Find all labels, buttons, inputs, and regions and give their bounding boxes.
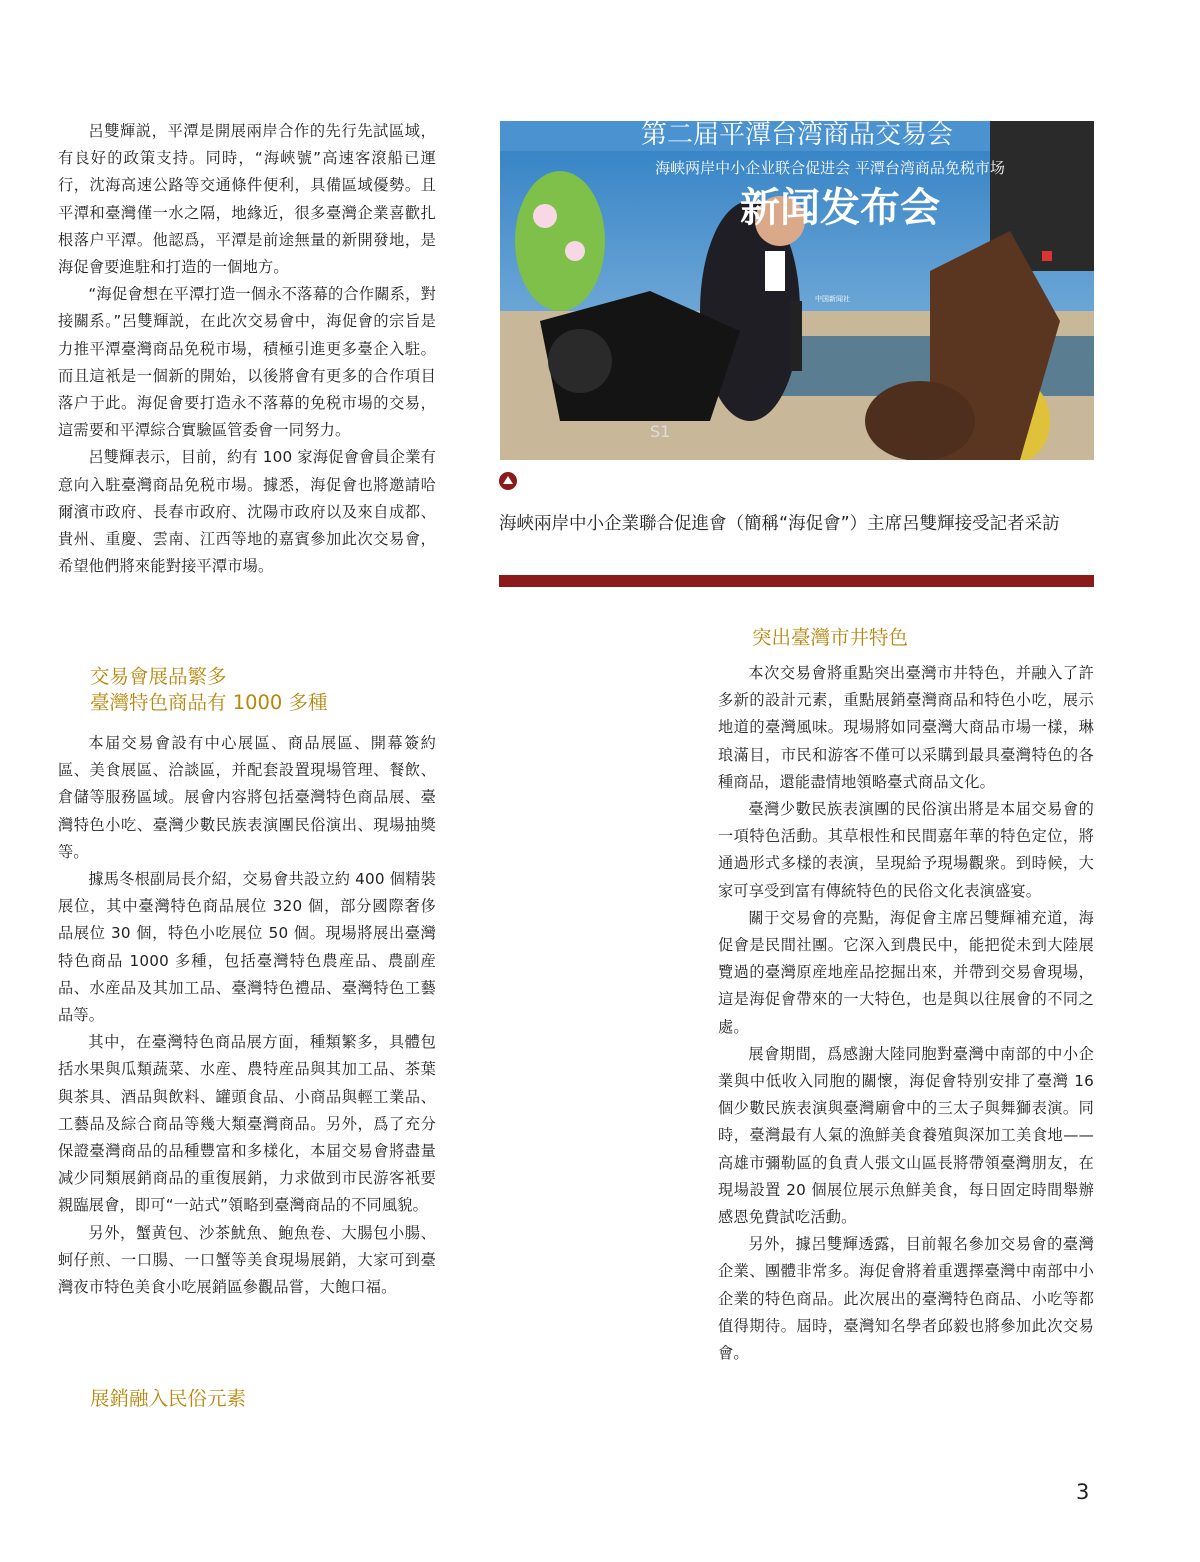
page-number: 3: [1076, 1480, 1090, 1504]
paragraph: 其中，在臺灣特色商品展方面，種類繁多，具體包括水果與瓜類蔬菜、水産、農特産品與其加工品、茶葉與茶具、酒品與飲料、罐頭食品、小商品與輕工業品、工藝品及綜合商品等幾大類臺灣商品。另外，爲了充分保證臺灣商品的品種豐富和多樣化，本届交易會將盡量减少同類展銷商品的重復展銷，力求做到市民游客衹要親臨展會，即可“一站式”領略到臺灣商品的不同風貌。: [58, 1033, 436, 1215]
paragraph: 展會期間，爲感謝大陸同胞對臺灣中南部的中小企業與中低收入同胞的關懷，海促會特别安排了臺灣 16 個少數民族表演與臺灣廟會中的三太子與舞獅表演。同時，臺灣最有人氣的漁鮮美食養殖與深加工美食地——高雄市彌勒區的負責人張文山區長將帶領臺灣朋友，在現場設置 20 個展位展示魚鮮美食，每日固定時間舉辦感恩免費試吃活動。: [718, 1044, 1094, 1227]
paragraph: 另外，蟹黄包、沙茶魷魚、鮑魚卷、大腸包小腸、蚵仔煎、一口腸、一口蟹等美食現場展銷，大家可到臺灣夜市特色美食小吃展銷區參觀品嘗，大飽口福。: [58, 1223, 436, 1297]
press-conference-photo: [500, 121, 1094, 460]
paragraph: 本次交易會將重點突出臺灣市井特色，并融入了許多新的設計元素，重點展銷臺灣商品和特色小吃，展示地道的臺灣風味。現場將如同臺灣大商品市場一樣，琳琅滿目，市民和游客不僅可以采購到最具臺灣特色的各種商品，還能盡情地領略臺式商品文化。: [718, 664, 1094, 791]
camera-label: S1: [650, 422, 671, 441]
banner-line-3: 新闻发布会: [740, 185, 940, 231]
right-column-section: [718, 660, 1094, 1367]
heading-line: 臺灣特色商品有 1000 多種: [90, 691, 328, 714]
paragraph: “海促會想在平潭打造一個永不落幕的合作關系，對接關系。”呂雙輝説，在此次交易會中，海促會的宗旨是力推平潭臺灣商品免税市場，積極引進更多臺企入駐。而且這衹是一個新的開始，以後將會有更多的合作項目落户于此。海促會要打造永不落幕的免税市場的交易，這需要和平潭綜合實驗區管委會一同努力。: [58, 285, 436, 440]
section-heading-market: 突出臺灣市井特色: [752, 626, 909, 649]
paragraph: 關于交易會的亮點，海促會主席呂雙輝補充道，海促會是民間社團。它深入到農民中，能把從未到大陸展覽過的臺灣原産地産品挖掘出來，并帶到交易會現場，這是海促會帶來的一大特色，也是與以往展會的不同之處。: [718, 908, 1094, 1036]
left-column-section: [58, 730, 436, 1301]
banner-line-1: 第二届平潭台湾商品交易会: [640, 121, 954, 150]
section-heading-folk: 展銷融入民俗元素: [90, 1387, 247, 1410]
divider-bar: [499, 575, 1094, 587]
paragraph: 呂雙輝説，平潭是開展兩岸合作的先行先試區域，有良好的政策支持。同時，“海峽號”高速客滾船已運行，沈海高速公路等交通條件便利，具備區域優勢。且平潭和臺灣僅一水之隔，地緣近，很多臺灣企業喜歡扎根落户平潭。他認爲，平潭是前途無量的新開發地，是海促會要進駐和打造的一個地方。: [58, 122, 436, 277]
section-heading-exhibits: [90, 664, 420, 716]
heading-line: 交易會展品繁多: [90, 665, 227, 688]
banner-line-2: 海峡两岸中小企业联合促进会 平潭台湾商品免税市场: [655, 159, 1005, 177]
photo-caption: 海峽兩岸中小企業聯合促進會（簡稱“海促會”）主席呂雙輝接受記者采訪: [499, 514, 1060, 534]
paragraph: 呂雙輝表示，目前，約有 100 家海促會會員企業有意向入駐臺灣商品免税市場。據悉，海促會也將邀請哈爾濱市政府、長春市政府、沈陽市政府以及來自成都、貴州、重慶、雲南、江西等地的嘉賓參加此次交易會，希望他們將來能對接平潭市場。: [58, 448, 436, 576]
triangle-up-icon: [499, 472, 517, 490]
paragraph: 據馬冬根副局長介紹，交易會共設立約 400 個精裝展位，其中臺灣特色商品展位 320 個，部分國際奢侈品展位 30 個，特色小吃展位 50 個。現場將展出臺灣特色商品 1000 多種，包括臺灣特色農産品、農副産品、水産品及其加工品、臺灣特色禮品、臺灣特色工藝品等。: [58, 870, 436, 1025]
paragraph: 臺灣少數民族表演團的民俗演出將是本届交易會的一項特色活動。其草根性和民間嘉年華的特色定位，將通過形式多樣的表演，呈現給予現場觀衆。到時候，大家可享受到富有傳統特色的民俗文化表演盛宴。: [718, 800, 1094, 900]
microphone-label: 中国新闻社: [815, 295, 850, 303]
paragraph: 本届交易會設有中心展區、商品展區、開幕簽約區、美食展區、洽談區，并配套設置現場管理、餐飲、倉儲等服務區域。展會内容將包括臺灣特色商品展、臺灣特色小吃、臺灣少數民族表演團民俗演出、現場抽獎等。: [58, 734, 436, 861]
paragraph: 另外，據呂雙輝透露，目前報名參加交易會的臺灣企業、團體非常多。海促會將着重選擇臺灣中南部中小企業的特色商品。此次展出的臺灣特色商品、小吃等都值得期待。屆時，臺灣知名學者邱毅也將參加此次交易會。: [718, 1235, 1094, 1363]
left-column-intro: [58, 118, 436, 580]
